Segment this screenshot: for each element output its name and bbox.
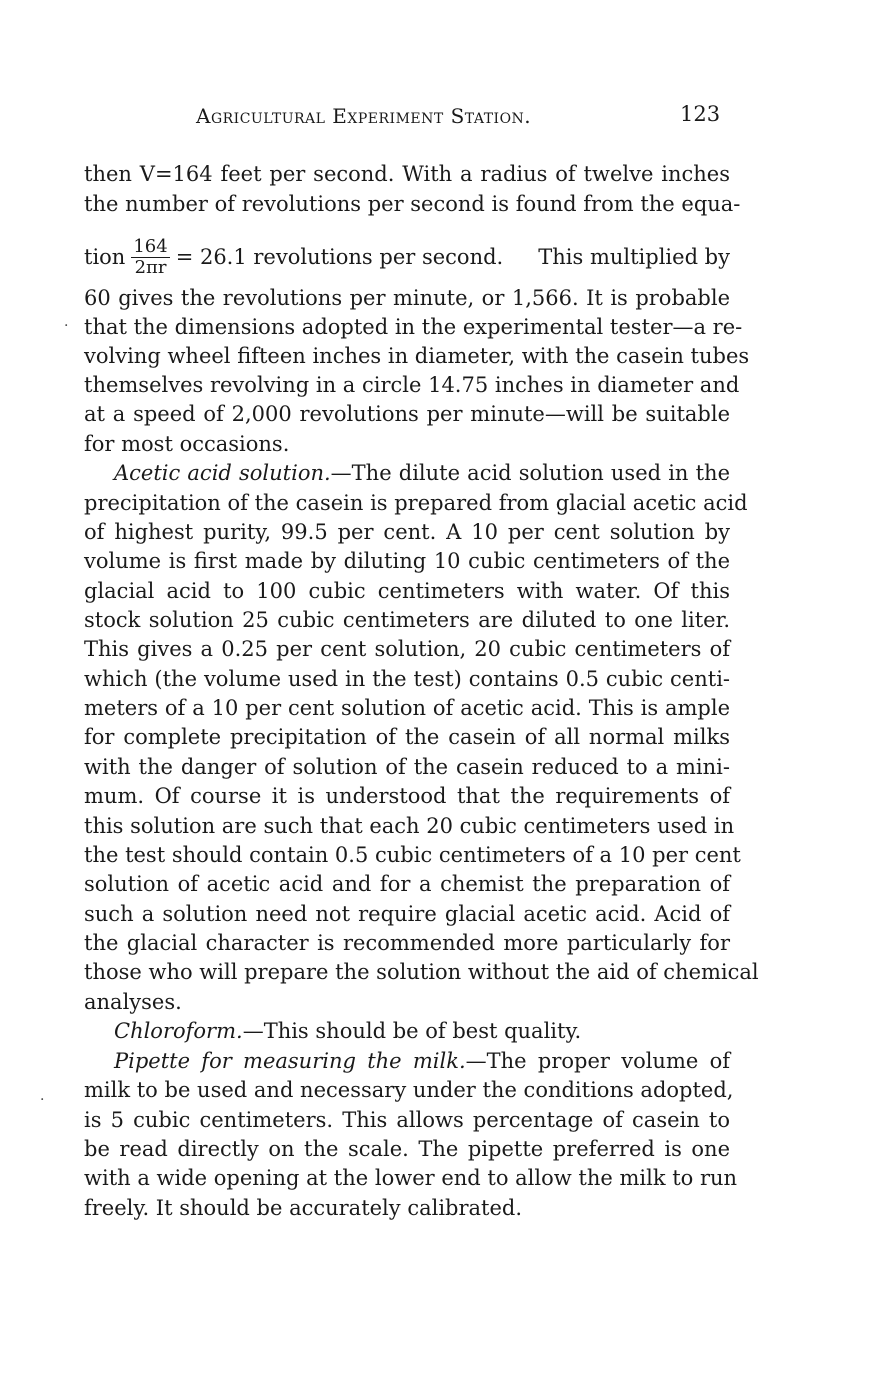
text-line: meters of a 10 per cent solution of acetic acid. This is ample xyxy=(84,696,730,720)
text-line: be read directly on the scale. The pipette preferred is one xyxy=(84,1137,730,1161)
text-line: stock solution 25 cubic centimeters are diluted to one liter. xyxy=(84,608,730,632)
running-head: Agricultural Experiment Station. xyxy=(196,104,532,128)
text-line: mum. Of course it is understood that the requirements of xyxy=(84,784,730,808)
text-line: which (the volume used in the test) contains 0.5 cubic centi- xyxy=(84,667,730,691)
equation-line xyxy=(84,232,730,282)
text-line: that the dimensions adopted in the experimental tester—a re- xyxy=(84,315,743,339)
text-line: the glacial character is recommended more particularly for xyxy=(84,931,730,955)
page-number: 123 xyxy=(680,102,721,126)
text-line: This gives a 0.25 per cent solution, 20 cubic centimeters of xyxy=(84,637,730,661)
equation-trailing-text: This multiplied by xyxy=(538,245,730,269)
fraction-numerator: 164 xyxy=(133,235,168,257)
text-line xyxy=(114,1047,730,1075)
text-line: of highest purity, 99.5 per cent. A 10 per cent solution by xyxy=(84,520,730,544)
text-line: volving wheel fifteen inches in diameter, with the casein tubes xyxy=(84,344,750,368)
text-line: themselves revolving in a circle 14.75 inches in diameter and xyxy=(84,373,740,397)
text-line xyxy=(114,1017,730,1045)
text-line: precipitation of the casein is prepared from glacial acetic acid xyxy=(84,491,748,515)
text-line: freely. It should be accurately calibrated. xyxy=(84,1196,523,1220)
text-line: the number of revolutions per second is found from the equa- xyxy=(84,192,741,216)
margin-mark: · xyxy=(40,1092,45,1108)
text-line: milk to be used and necessary under the conditions adopted, xyxy=(84,1078,734,1102)
text-line: is 5 cubic centimeters. This allows percentage of casein to xyxy=(84,1108,730,1132)
text-line: solution of acetic acid and for a chemist the preparation of xyxy=(84,872,730,896)
text-span: —This should be of best quality. xyxy=(242,1019,582,1043)
text-line: volume is first made by diluting 10 cubic centimeters of the xyxy=(84,549,730,573)
text-line: this solution are such that each 20 cubic centimeters used in xyxy=(84,814,735,838)
fraction-denominator: 2πr xyxy=(134,256,167,278)
text-line: analyses. xyxy=(84,990,182,1014)
text-span: —The dilute acid solution used in the xyxy=(330,461,730,485)
text-line xyxy=(114,459,730,487)
text-line: for complete precipitation of the casein of all normal milks xyxy=(84,725,730,749)
section-heading-chloroform: Chloroform. xyxy=(114,1019,243,1043)
equation xyxy=(84,237,503,278)
text-line: such a solution need not require glacial acetic acid. Acid of xyxy=(84,902,730,926)
section-heading-acetic-acid: Acetic acid solution. xyxy=(114,461,331,485)
text-line: at a speed of 2,000 revolutions per minute—will be suitable xyxy=(84,402,730,426)
text-line: the test should contain 0.5 cubic centimeters of a 10 per cent xyxy=(84,843,741,867)
text-line: then V=164 feet per second. With a radius of twelve inches xyxy=(84,162,730,186)
equation-prefix: tion xyxy=(84,245,126,269)
text-line: with the danger of solution of the casein reduced to a mini- xyxy=(84,755,730,779)
fraction xyxy=(131,237,169,278)
text-line: glacial acid to 100 cubic centimeters with water. Of this xyxy=(84,579,730,603)
equation-result: = 26.1 revolutions per second. xyxy=(175,245,504,269)
text-line: with a wide opening at the lower end to allow the milk to run xyxy=(84,1166,738,1190)
text-line: 60 gives the revolutions per minute, or 1,566. It is probable xyxy=(84,286,730,310)
text-line: those who will prepare the solution without the aid of chemical xyxy=(84,960,759,984)
text-span: —The proper volume of xyxy=(465,1049,730,1073)
text-line: for most occasions. xyxy=(84,432,290,456)
section-heading-pipette: Pipette for measuring the milk. xyxy=(114,1049,466,1073)
margin-mark: · xyxy=(64,318,69,334)
